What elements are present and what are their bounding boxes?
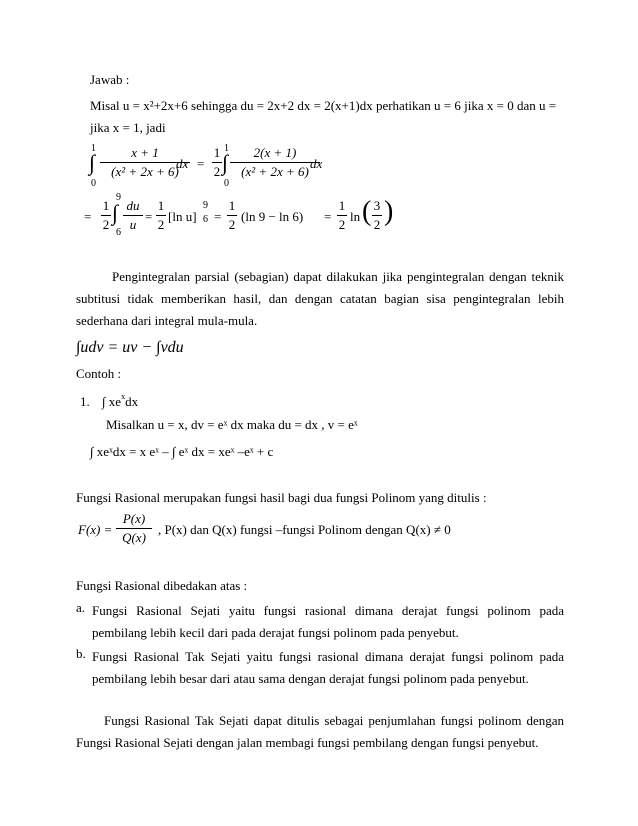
example-result: ∫ xeˣdx = x eˣ – ∫ eˣ dx = xeˣ –eˣ + c (90, 444, 274, 459)
misalkan-line: Misalkan u = x, dv = eˣ dx maka du = dx , v = eˣ (106, 417, 358, 432)
fraction-2: 2(x + 1) (x² + 2x + 6) (230, 145, 320, 180)
lower-limit: 0 (91, 178, 96, 189)
three-halves: 3 2 (373, 198, 381, 232)
dx-2: dx (310, 156, 323, 171)
du-over-u: du u (123, 198, 143, 233)
item-a-label: a. (76, 600, 86, 615)
upper-limit: 1 (91, 143, 96, 154)
ln-difference: (ln 9 − ln 6) (241, 209, 304, 224)
rational-intro: Fungsi Rasional merupakan fungsi hasil bagi dua fungsi Polinom yang ditulis : (76, 490, 487, 505)
paren-close: ) (384, 196, 394, 227)
integral-sign: ∫ (89, 150, 96, 175)
integral-sign-2: ∫ (222, 150, 229, 175)
example-label: Contoh : (76, 366, 122, 381)
item-b-label: b. (76, 646, 86, 661)
bracket-upper: 9 (203, 200, 208, 211)
half-fraction: 1 2 (102, 198, 110, 232)
integral-sign: ∫ (112, 200, 119, 225)
upper-limit-2: 1 (224, 143, 229, 154)
partial-integration-paragraph: Pengintegralan parsial (sebagian) dapat dilakukan jika pengintegralan dengan teknik subtitusi tidak memberikan hasil, dan dengan catatan bagian sisa pengintegralan lebih sederhana dari integral mula-mula. (76, 269, 564, 328)
half-fraction-2: 1 2 (157, 198, 165, 232)
ln-label: ln (350, 209, 361, 224)
misal-line-1: Misal u = x²+2x+6 sehingga du = 2x+2 dx = 2(x+1)dx perhatikan u = 6 jika x = 0 dan u = (90, 98, 557, 113)
equals: = (84, 209, 92, 224)
equals-4: = (324, 209, 332, 224)
half-fraction: 1 2 (213, 145, 221, 179)
equals: = (197, 156, 205, 171)
dx: dx (176, 156, 189, 171)
closing-paragraph: Fungsi Rasional Tak Sejati dapat ditulis sebagai penjumlahan fungsi polinom dengan Fungsi Rasional Sejati dengan jalan membagi fungsi pembilang dengan fungsi penyebut. (76, 713, 564, 750)
item-b-text: Fungsi Rasional Tak Sejati yaitu fungsi rasional dimana derajat fungsi polinom pada pembilang lebih besar dari atau sama dengan derajat fungsi polinom pada penyebut. (92, 649, 564, 686)
lower-limit-2: 0 (224, 178, 229, 189)
answer-label: Jawab : (90, 72, 130, 87)
formula-condition: , P(x) dan Q(x) fungsi –fungsi Polinom dengan Q(x) ≠ 0 (158, 522, 451, 537)
partial-integration-formula: ∫udv = uv − ∫vdu (76, 339, 184, 356)
upper-limit: 9 (116, 192, 121, 203)
equals-3: = (214, 209, 222, 224)
example-integral: ∫ $xe^xdx$ (102, 392, 139, 409)
rational-types-intro: Fungsi Rasional dibedakan atas : (76, 578, 248, 593)
example-number: 1. (80, 394, 90, 409)
item-a-text: Fungsi Rasional Sejati yaitu fungsi rasional dimana derajat fungsi polinom pada pembilang lebih kecil dari pada derajat fungsi polinom pada penyebut. (92, 603, 564, 640)
paren-open: ( (362, 196, 372, 227)
misal-line-2: jika x = 1, jadi (90, 120, 166, 135)
half-fraction-4: 1 2 (338, 198, 346, 232)
equals-2: = (145, 209, 153, 224)
fraction: x + 1 (x² + 2x + 6) (100, 145, 190, 180)
formula-lhs: F(x) = (78, 522, 113, 537)
bracket-lower: 6 (203, 214, 208, 225)
ln-u-bracket: [ln u] (168, 209, 197, 224)
half-fraction-3: 1 2 (228, 198, 236, 232)
lower-limit: 6 (116, 227, 121, 238)
p-over-q: P(x) Q(x) (116, 511, 152, 546)
